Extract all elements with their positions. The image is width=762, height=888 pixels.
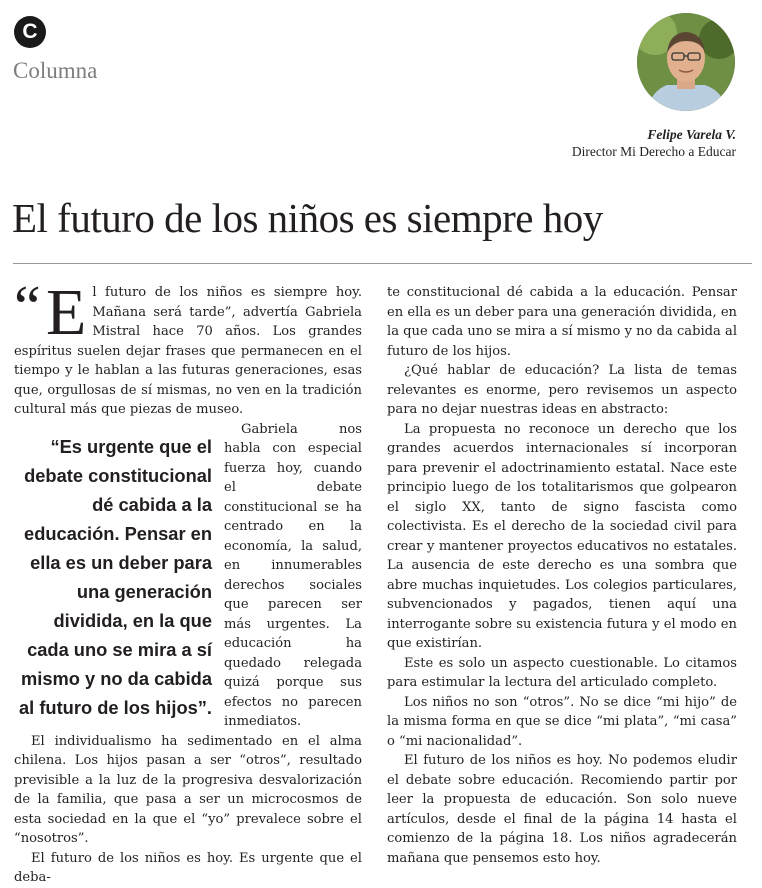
author-byline [572, 126, 736, 160]
pull-quote: “Es urgente que el debate constitucional dé cabida a la educación. Pensar en ella es un deber para una generación dividida, en la que cada uno se mira a sí mismo y no da cabida al futuro de los hijos”. [19, 435, 212, 718]
author-name: Felipe Varela V. [647, 127, 736, 142]
author-portrait-image [637, 13, 735, 111]
body-paragraph: Gabriela nos habla con especial fuerza hoy, cuando el debate constitucional se ha centrado en la economía, la salud, en innumerables derechos sociales que parecen ser más urgentes. La educación ha quedado relegada quizá porque sus efectos no parecen inmediatos. [224, 421, 362, 729]
body-paragraph: El futuro de los niños es hoy. Es urgente que el deba- [14, 850, 362, 885]
drop-cap: E [46, 276, 87, 349]
article-column-2 [387, 283, 737, 868]
body-paragraph: te constitucional dé cabida a la educación. Pensar en ella es un deber para una generación dividida, en la que cada uno se mira a sí mismo y no da cabida al futuro de los hijos. [387, 285, 738, 359]
body-paragraph: La propuesta no reconoce un derecho que los grandes acuerdos internacionales sí incorporan para prevenir el adoctrinamiento estatal. Nace este principio luego de los totalitarismos que golpearon el siglo XX, tanto de signo fascista como colectivista. Es el derecho de la sociedad civil para crear y mantener proyectos educativos no estatales. La ausencia de este derecho es una sombra que abre muchas inquietudes. Los colegios particulares, subvencionados y pagados, tienen aquí una interrogante sobre su existencia futura y el modo en que existirían. [387, 421, 737, 651]
lead-paragraph: l futuro de los niños es siempre hoy. Mañana será tarde”, advertía Gabriela Mistral hace 70 años. Los grandes espíritus suelen dejar frases que permanecen en el tiempo y le hablan a las futuras generaciones, esas que, orgullosas de sí mismas, no ven en la tradición cultural más que piezas de museo. [14, 285, 362, 417]
title-divider [13, 263, 752, 264]
section-label: Columna [13, 58, 98, 83]
opening-quote-mark: “ [14, 274, 41, 340]
article-title: El futuro de los niños es siempre hoy [12, 195, 603, 241]
article-column-1 [14, 274, 362, 888]
column-badge: C [14, 16, 46, 48]
author-photo [637, 13, 735, 111]
body-paragraph: ¿Qué hablar de educación? La lista de temas relevantes es enorme, pero revisemos un aspecto para no dejar nuestras ideas en abstracto: [387, 363, 737, 417]
body-paragraph: El futuro de los niños es hoy. No podemos eludir el debate sobre educación. Recomiendo partir por leer la propuesta de educación. Son solo nueve artículos, desde el final de la página 14 hasta el comienzo de la página 18. Los niños agradecerán mañana que pensemos esto hoy. [387, 753, 737, 866]
body-paragraph: Los niños no son “otros”. No se dice “mi hijo” de la misma forma en que se dice “mi plata”, “mi casa” o “mi nacionalidad”. [387, 694, 737, 749]
body-paragraph: Este es solo un aspecto cuestionable. Lo citamos para estimular la lectura del articulado completo. [387, 655, 737, 690]
body-paragraph: El individualismo ha sedimentado en el alma chilena. Los hijos pasan a ser “otros”, resultado previsible a la luz de la progresiva desvalorización de la familia, que pasa a ser un microcosmos de esta sociedad en la que el “yo” prevalece sobre el “nosotros”. [14, 733, 362, 846]
author-role: Director Mi Derecho a Educar [571, 144, 736, 159]
